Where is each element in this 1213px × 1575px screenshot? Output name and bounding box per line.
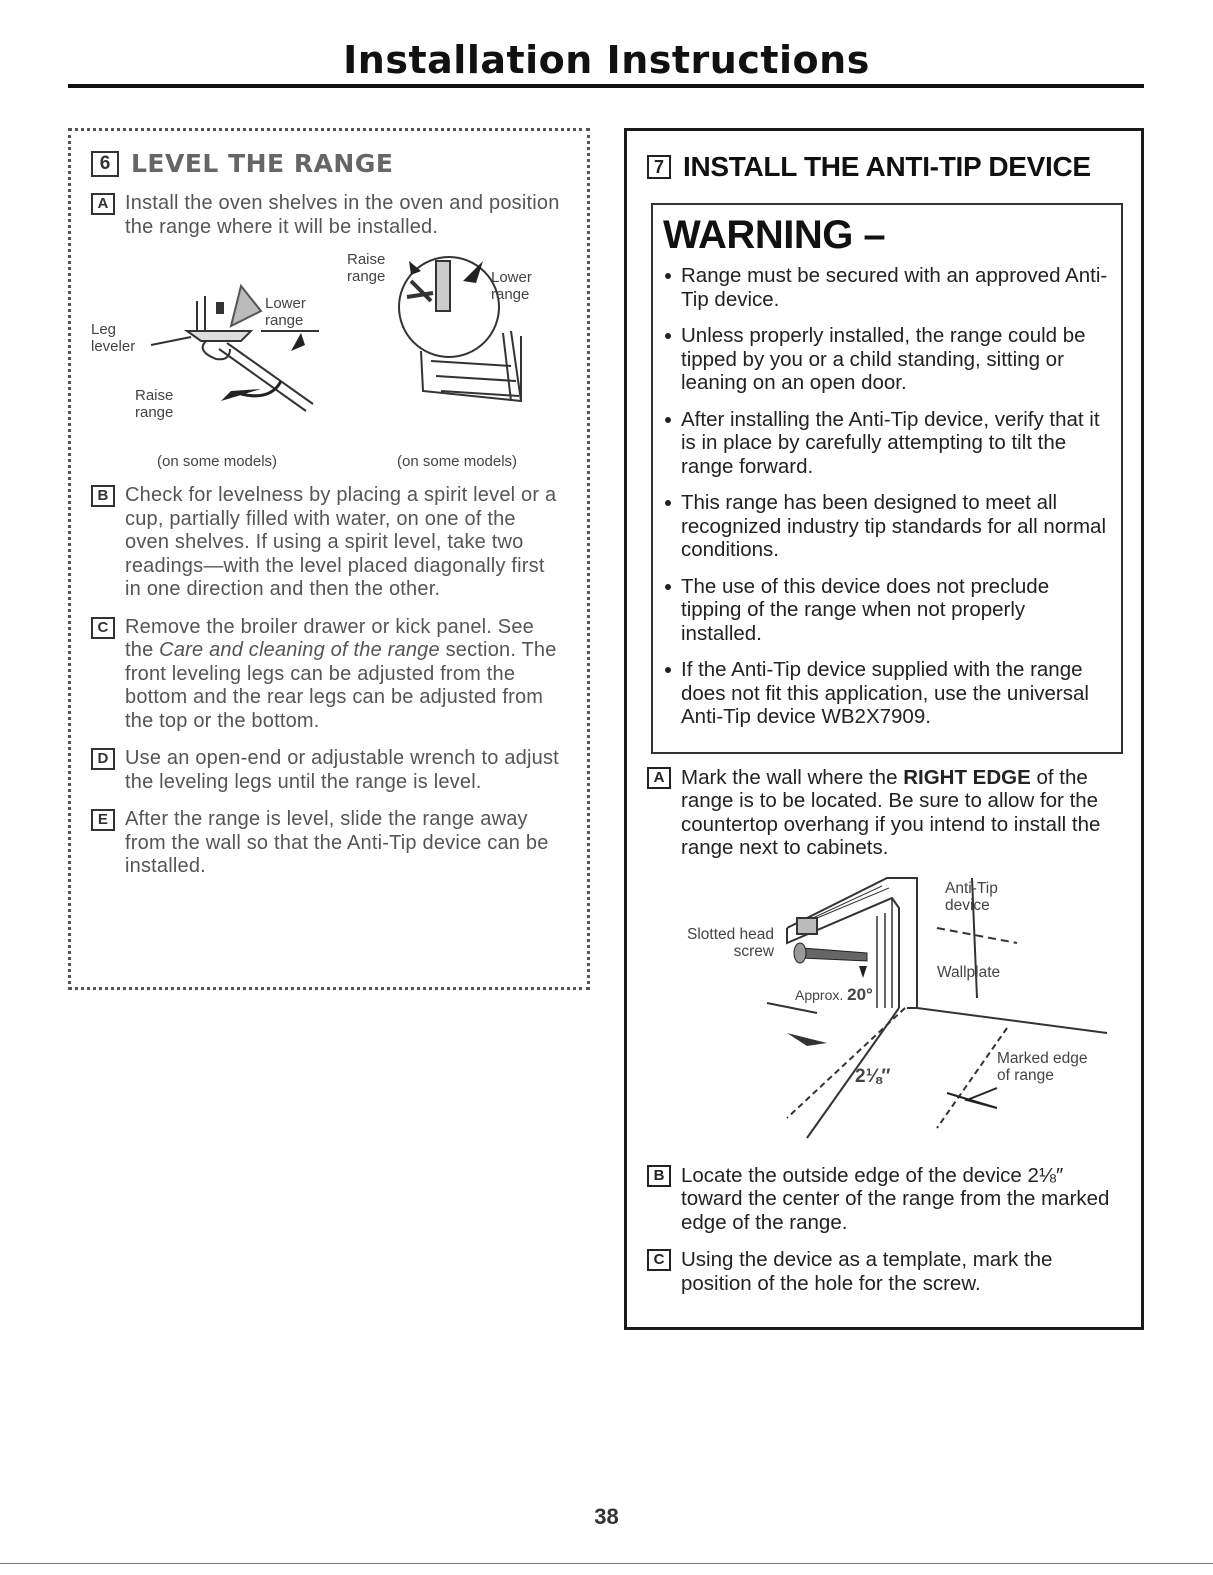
- step-b: [647, 1164, 1141, 1235]
- page-number: 38: [594, 1504, 619, 1529]
- marked-edge-label: Marked edge of range: [997, 1049, 1088, 1084]
- caption-right: (on some models): [397, 453, 518, 470]
- wallplate-label: Wallplate: [937, 963, 1001, 981]
- distance-arrow: [787, 1033, 827, 1046]
- step-b: [91, 484, 587, 602]
- title-rule: [68, 84, 1144, 88]
- warning-item: Range must be secured with an approved Anti-Tip device.: [663, 264, 1109, 311]
- step-a: [647, 766, 1141, 860]
- slotted-head-label: Slotted head screw: [687, 925, 775, 960]
- warning-item: Unless properly installed, the range could be tipped by you or a child standing, sitting or leaning on an open door.: [663, 324, 1109, 395]
- section-heading: [91, 149, 587, 178]
- italic-reference: Care and cleaning of the range: [159, 639, 440, 661]
- screw-arrow: [859, 966, 867, 978]
- bold-phrase: RIGHT EDGE: [903, 765, 1031, 789]
- figure-captions: [157, 453, 587, 470]
- step-e: [91, 808, 587, 879]
- lower-range-label-2: Lower range: [491, 269, 532, 303]
- step-letter: C: [91, 617, 115, 639]
- anti-tip-panel: [624, 128, 1144, 1330]
- warning-item: If the Anti-Tip device supplied with the range does not fit this application, use the universal Anti-Tip device WB2X7909.: [663, 658, 1109, 729]
- approx-label: Approx. 20°: [795, 984, 873, 1004]
- raise-range-label-1: Raise range: [135, 387, 174, 421]
- warning-title: WARNING –: [663, 213, 886, 257]
- step-a: [91, 192, 587, 239]
- step-text: Install the oven shelves in the oven and position the range where it will be installed.: [125, 192, 560, 238]
- step-text: Mark the wall where the RIGHT EDGE of the range is to be located. Be sure to allow for the countertop overhang if you intend to install the range next to cabinets.: [681, 765, 1101, 859]
- step-letter: D: [91, 748, 115, 770]
- lower-range-arrow: [463, 261, 483, 283]
- leg-leveler-label: Leg leveler: [91, 321, 136, 355]
- caption-left: (on some models): [157, 453, 278, 470]
- warning-item: After installing the Anti-Tip device, verify that it is in place by carefully attempting to tilt the range forward.: [663, 408, 1109, 479]
- anti-tip-device-drawing: [767, 878, 1107, 1138]
- raise-range-label-2: Raise range: [347, 251, 386, 285]
- warning-item: This range has been designed to meet all recognized industry tip standards for all normal conditions.: [663, 491, 1109, 562]
- step-text: After the range is level, slide the range away from the wall so that the Anti-Tip device can be installed.: [125, 808, 549, 877]
- step-letter: A: [91, 193, 115, 215]
- screw-drawing: [794, 943, 867, 963]
- step-text: Check for levelness by placing a spirit level or a cup, partially filled with water, on one of the oven shelves. If using a spirit level, take two readings—with the level placed diagonally first in one direction and then the other.: [125, 484, 557, 600]
- step-text: Using the device as a template, mark the position of the hole for the screw.: [681, 1248, 1053, 1295]
- anti-tip-figure: [667, 868, 1141, 1158]
- leveling-figure: [91, 241, 587, 451]
- step-text: Remove the broiler drawer or kick panel. See the Care and cleaning of the range section. The front leveling legs can be adjusted from the bottom and the rear legs can be adjusted from the top or the bottom.: [125, 615, 557, 732]
- bottom-rule: [0, 1563, 1213, 1564]
- warning-item: The use of this device does not preclude tipping of the range when not properly installed.: [663, 575, 1109, 646]
- level-range-panel: [68, 128, 590, 990]
- step-letter: E: [91, 809, 115, 831]
- section-title: LEVEL THE RANGE: [131, 149, 394, 178]
- lower-arrow: [291, 333, 305, 351]
- lower-range-label-1: Lower range: [265, 295, 306, 329]
- step-letter: B: [647, 1165, 671, 1187]
- section-number: 7: [647, 155, 671, 179]
- step-letter: B: [91, 485, 115, 507]
- step-letter: A: [647, 767, 671, 789]
- distance-label: 2⅛″: [855, 1065, 891, 1087]
- step-letter: C: [647, 1249, 671, 1271]
- section-heading: [647, 151, 1141, 183]
- step-text: Use an open-end or adjustable wrench to adjust the leveling legs until the range is level.: [125, 747, 559, 793]
- page-title: Installation Instructions: [343, 38, 870, 82]
- step-text: Locate the outside edge of the device 2⅛″ toward the center of the range from the marked edge of the range.: [681, 1163, 1110, 1234]
- step-c: [647, 1248, 1141, 1295]
- step-c: [91, 616, 587, 734]
- section-number: 6: [91, 151, 119, 177]
- angle-value: 20°: [847, 984, 873, 1004]
- step-d: [91, 747, 587, 794]
- anti-tip-illustration: [667, 868, 1127, 1158]
- section-title: INSTALL THE ANTI-TIP DEVICE: [683, 151, 1091, 182]
- warning-box: [651, 203, 1123, 754]
- warning-list: [663, 264, 1109, 729]
- anti-tip-label: Anti-Tip device: [945, 879, 998, 914]
